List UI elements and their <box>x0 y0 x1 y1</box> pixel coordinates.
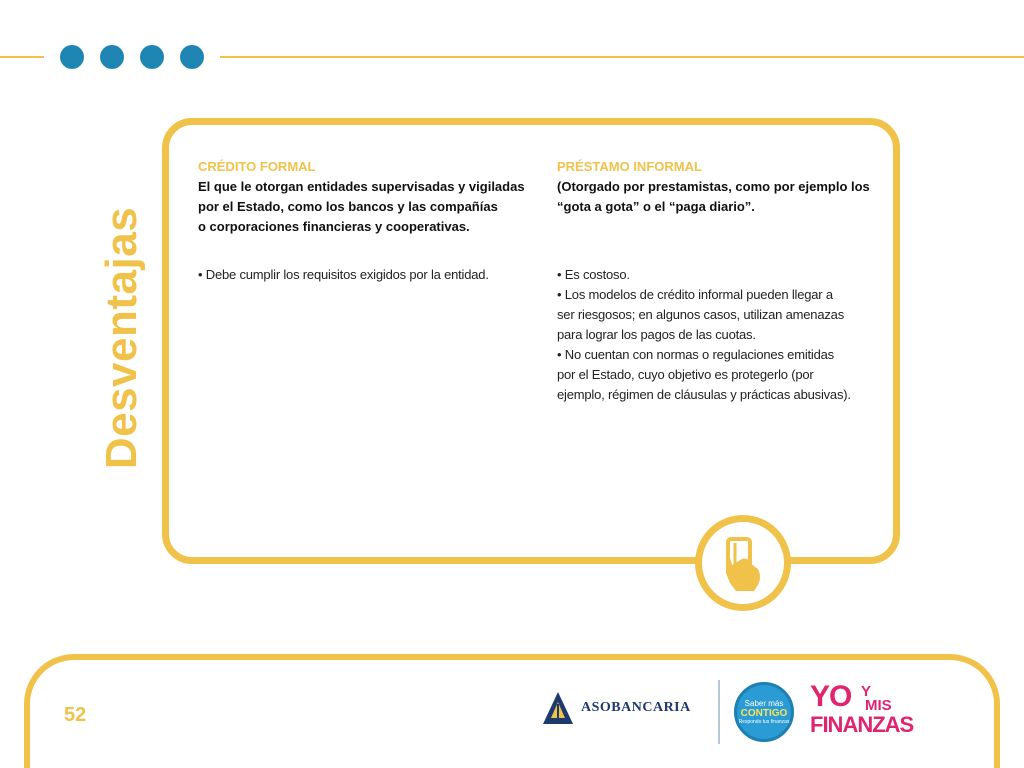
list-item: para lograr los pagos de las cuotas. <box>557 327 756 342</box>
header-dots <box>60 45 204 69</box>
logo-text-mis: MIS <box>865 697 892 714</box>
card-in-hand-icon <box>718 533 768 593</box>
list-item: • Los modelos de crédito informal pueden llegar a <box>557 287 833 302</box>
side-title: Desventajas <box>97 206 146 470</box>
list-item: • Debe cumplir los requisitos exigidos por la entidad. <box>198 267 489 282</box>
formal-credit-column <box>198 157 538 285</box>
asobancaria-wordmark: ASOBANCARIA <box>581 700 691 715</box>
list-item: • No cuentan con normas o regulaciones emitidas <box>557 347 834 362</box>
description-line: El que le otorgan entidades supervisadas y vigiladas <box>198 179 525 194</box>
logo-divider <box>718 680 720 744</box>
logo-text-y: Y <box>861 683 872 700</box>
top-rule-right <box>220 56 1024 58</box>
seal-line: CONTIGO <box>740 708 788 719</box>
list-item: • Es costoso. <box>557 267 630 282</box>
formal-credit-disadvantages <box>198 265 538 285</box>
list-item: ser riesgosos; en algunos casos, utilizan amenazas <box>557 307 844 322</box>
yo-y-mis-finanzas-logo <box>808 682 928 742</box>
logo-text-finanzas: FINANZAS <box>810 712 914 737</box>
seal-line: Respondo tus finanzas <box>738 719 790 725</box>
seal-line: Saber más <box>744 699 784 708</box>
logo-text-yo: YO <box>810 680 852 713</box>
header-dot <box>100 45 124 69</box>
formal-credit-description <box>198 177 538 237</box>
page-number: 52 <box>64 704 87 726</box>
informal-loan-column <box>557 157 887 405</box>
list-item: por el Estado, cuyo objetivo es protegerlo (por <box>557 367 814 382</box>
saber-mas-contigo-seal <box>734 682 794 742</box>
top-rule-left <box>0 56 44 58</box>
header-dot <box>60 45 84 69</box>
card-badge <box>695 515 791 611</box>
description-line: (Otorgado por prestamistas, como por ejemplo los <box>557 179 870 194</box>
description-line: “gota a gota” o el “paga diario”. <box>557 199 755 214</box>
description-line: por el Estado, como los bancos y las compañías <box>198 199 498 214</box>
formal-credit-title: CRÉDITO FORMAL <box>198 159 316 174</box>
informal-loan-description <box>557 177 887 217</box>
asobancaria-logo-icon <box>541 690 575 726</box>
header-dot <box>180 45 204 69</box>
header-dot <box>140 45 164 69</box>
asobancaria-logo <box>541 690 691 726</box>
description-line: o corporaciones financieras y cooperativas. <box>198 219 470 234</box>
informal-loan-disadvantages <box>557 265 887 405</box>
list-item: ejemplo, régimen de cláusulas y prácticas abusivas). <box>557 387 851 402</box>
informal-loan-title: PRÉSTAMO INFORMAL <box>557 159 702 174</box>
